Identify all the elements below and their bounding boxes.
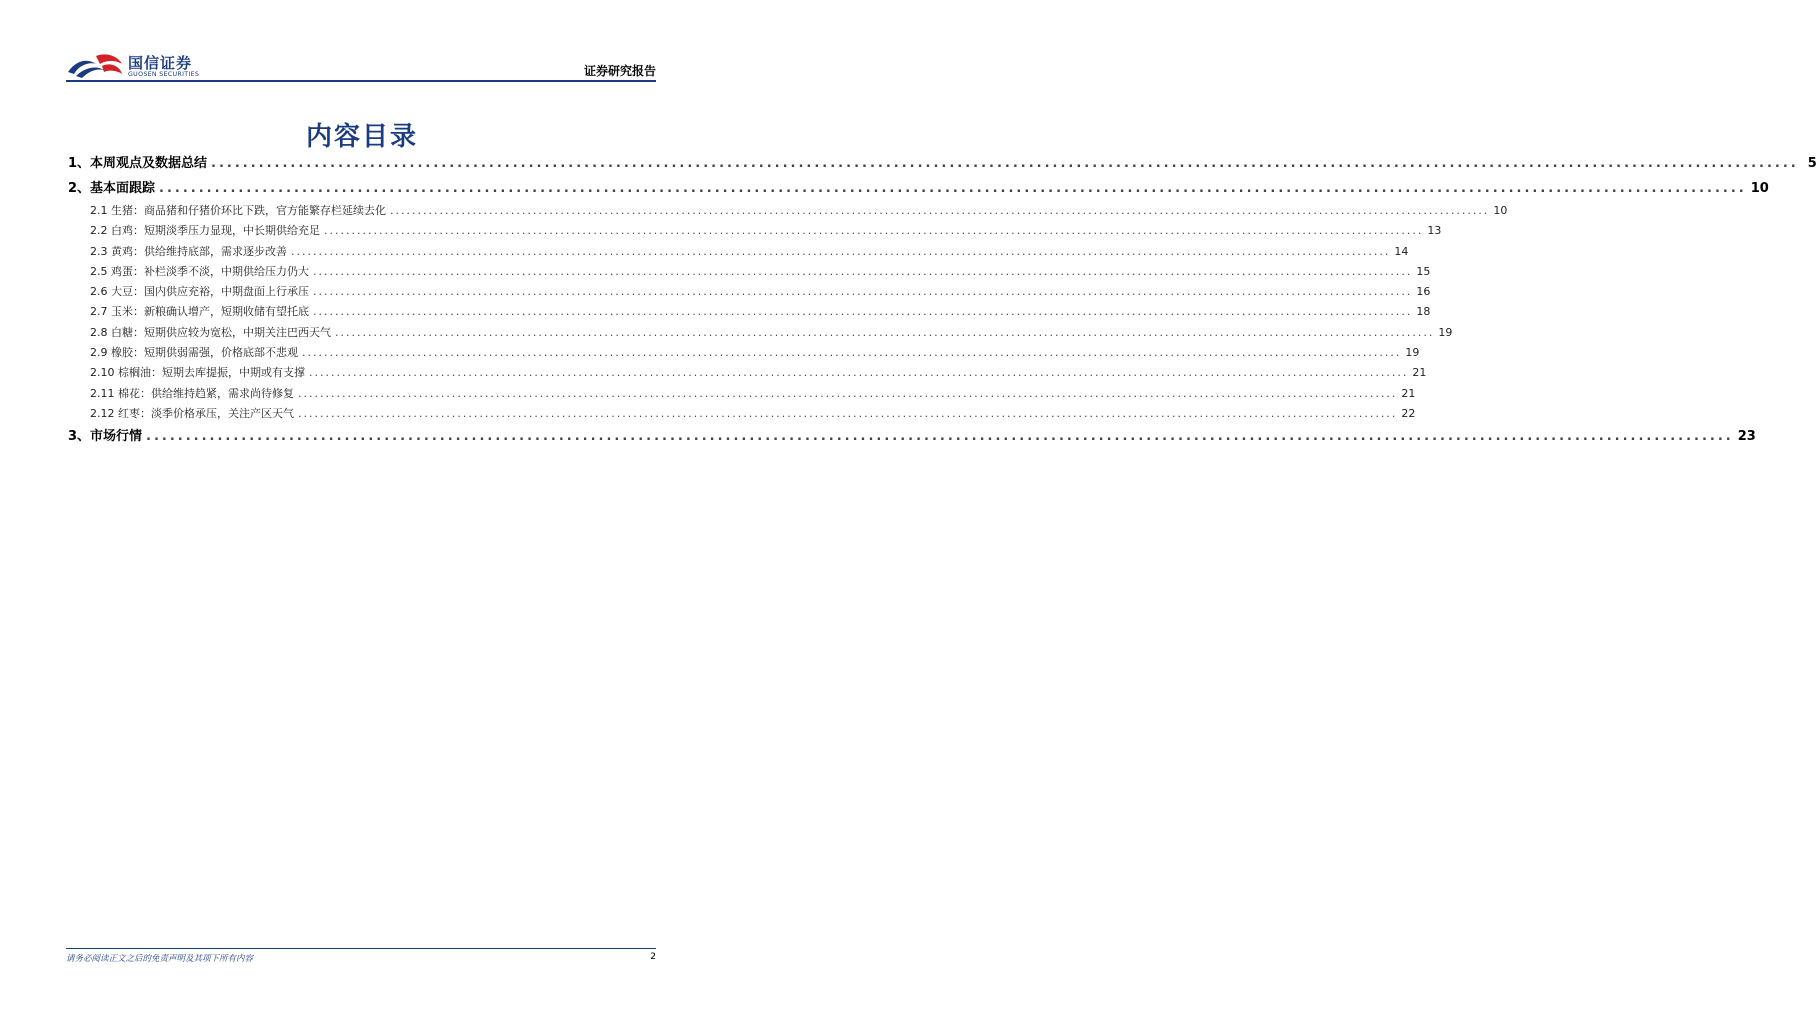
toc-entry[interactable] <box>68 243 1409 263</box>
toc-entry[interactable] <box>68 222 1442 242</box>
page-header <box>0 0 724 90</box>
toc-leader-dots: ........................................................................................................................................................................................................ <box>291 244 1391 258</box>
toc-leader-dots: ........................................................................................................................................................................................................ <box>146 429 1734 445</box>
toc-entry-page: 21 <box>1401 386 1416 400</box>
toc-leader-dots: ........................................................................................................................................................................................................ <box>390 204 1490 217</box>
footer-divider <box>66 948 656 949</box>
toc-entry-label: 2.5 鸡蛋：补栏淡季不淡，中期供给压力仍大 <box>90 264 309 278</box>
toc-entry-label: 2、基本面跟踪 <box>68 181 156 196</box>
toc-entry-page: 16 <box>1416 285 1431 299</box>
table-of-contents <box>68 152 1817 450</box>
toc-entry-page: 5 <box>1807 156 1817 171</box>
toc-entry[interactable] <box>68 385 1416 405</box>
toc-title: 内容目录 <box>305 122 418 152</box>
toc-entry-page: 13 <box>1427 224 1442 238</box>
toc-entry-page: 21 <box>1412 366 1427 380</box>
toc-entry-label: 2.9 橡胶：短期供弱需强，价格底部不悲观 <box>90 346 298 360</box>
toc-entry-label: 2.7 玉米：新粮确认增产，短期收储有望托底 <box>90 305 309 319</box>
toc-leader-dots: ........................................................................................................................................................................................................ <box>159 181 1747 196</box>
footer-disclaimer: 请务必阅读正文之后的免责声明及其项下所有内容 <box>66 954 254 964</box>
toc-entry-label: 2.6 大豆：国内供应充裕，中期盘面上行承压 <box>90 285 309 299</box>
toc-entry[interactable] <box>68 202 1508 222</box>
guosen-logo-icon <box>66 50 126 82</box>
toc-entry-label: 1、本周观点及数据总结 <box>68 156 208 171</box>
toc-entry-page: 10 <box>1493 204 1508 217</box>
toc-leader-dots: ........................................................................................................................................................................................................ <box>324 224 1424 238</box>
toc-entry-page: 10 <box>1750 181 1769 196</box>
toc-leader-dots: ........................................................................................................................................................................................................ <box>335 325 1435 339</box>
toc-leader-dots: ........................................................................................................................................................................................................ <box>309 366 1409 380</box>
toc-leader-dots: ........................................................................................................................................................................................................ <box>298 406 1398 420</box>
toc-entry[interactable] <box>68 177 1769 202</box>
toc-entry-page: 19 <box>1405 346 1420 360</box>
toc-entry-label: 2.10 棕榈油：短期去库提振，中期或有支撑 <box>90 366 305 380</box>
toc-leader-dots: ........................................................................................................................................................................................................ <box>313 305 1413 319</box>
toc-entry[interactable] <box>68 263 1431 283</box>
toc-leader-dots: ........................................................................................................................................................................................................ <box>313 264 1413 278</box>
toc-entry-page: 19 <box>1438 325 1453 339</box>
footer-page-number: 2 <box>650 952 656 962</box>
logo-text-en: GUOSEN SECURITIES <box>128 71 200 78</box>
toc-entry-label: 3、市场行情 <box>68 429 143 445</box>
toc-entry[interactable] <box>68 405 1416 425</box>
toc-entry-label: 2.2 白鸡：短期淡季压力显现，中长期供给充足 <box>90 224 320 238</box>
toc-entry[interactable] <box>68 283 1431 303</box>
toc-entry-page: 18 <box>1416 305 1431 319</box>
toc-entry-label: 2.1 生猪：商品猪和仔猪价环比下跌，官方能繁存栏延续去化 <box>90 204 386 217</box>
toc-leader-dots: ........................................................................................................................................................................................................ <box>302 346 1402 360</box>
toc-entry[interactable] <box>68 344 1420 364</box>
toc-entry-label: 2.8 白糖：短期供应较为宽松，中期关注巴西天气 <box>90 325 331 339</box>
toc-entry[interactable] <box>68 425 1756 450</box>
toc-entry-page: 15 <box>1416 264 1431 278</box>
toc-entry[interactable] <box>68 364 1427 384</box>
toc-leader-dots: ........................................................................................................................................................................................................ <box>313 285 1413 299</box>
logo-text-cn: 国信证券 <box>128 54 193 72</box>
toc-entry-page: 23 <box>1737 429 1756 445</box>
toc-leader-dots: ........................................................................................................................................................................................................ <box>298 386 1398 400</box>
toc-entry-label: 2.11 棉花：供给维持趋紧，需求尚待修复 <box>90 386 294 400</box>
header-divider <box>66 80 656 82</box>
toc-entry-label: 2.12 红枣：淡季价格承压，关注产区天气 <box>90 406 294 420</box>
toc-entry[interactable] <box>68 152 1817 177</box>
toc-entry[interactable] <box>68 324 1453 344</box>
toc-entry[interactable] <box>68 303 1431 323</box>
toc-entry-page: 22 <box>1401 406 1416 420</box>
report-type-label: 证券研究报告 <box>583 64 656 78</box>
toc-leader-dots: ........................................................................................................................................................................................................ <box>211 156 1799 171</box>
toc-entry-page: 14 <box>1394 244 1409 258</box>
toc-entry-label: 2.3 黄鸡：供给维持底部，需求逐步改善 <box>90 244 287 258</box>
